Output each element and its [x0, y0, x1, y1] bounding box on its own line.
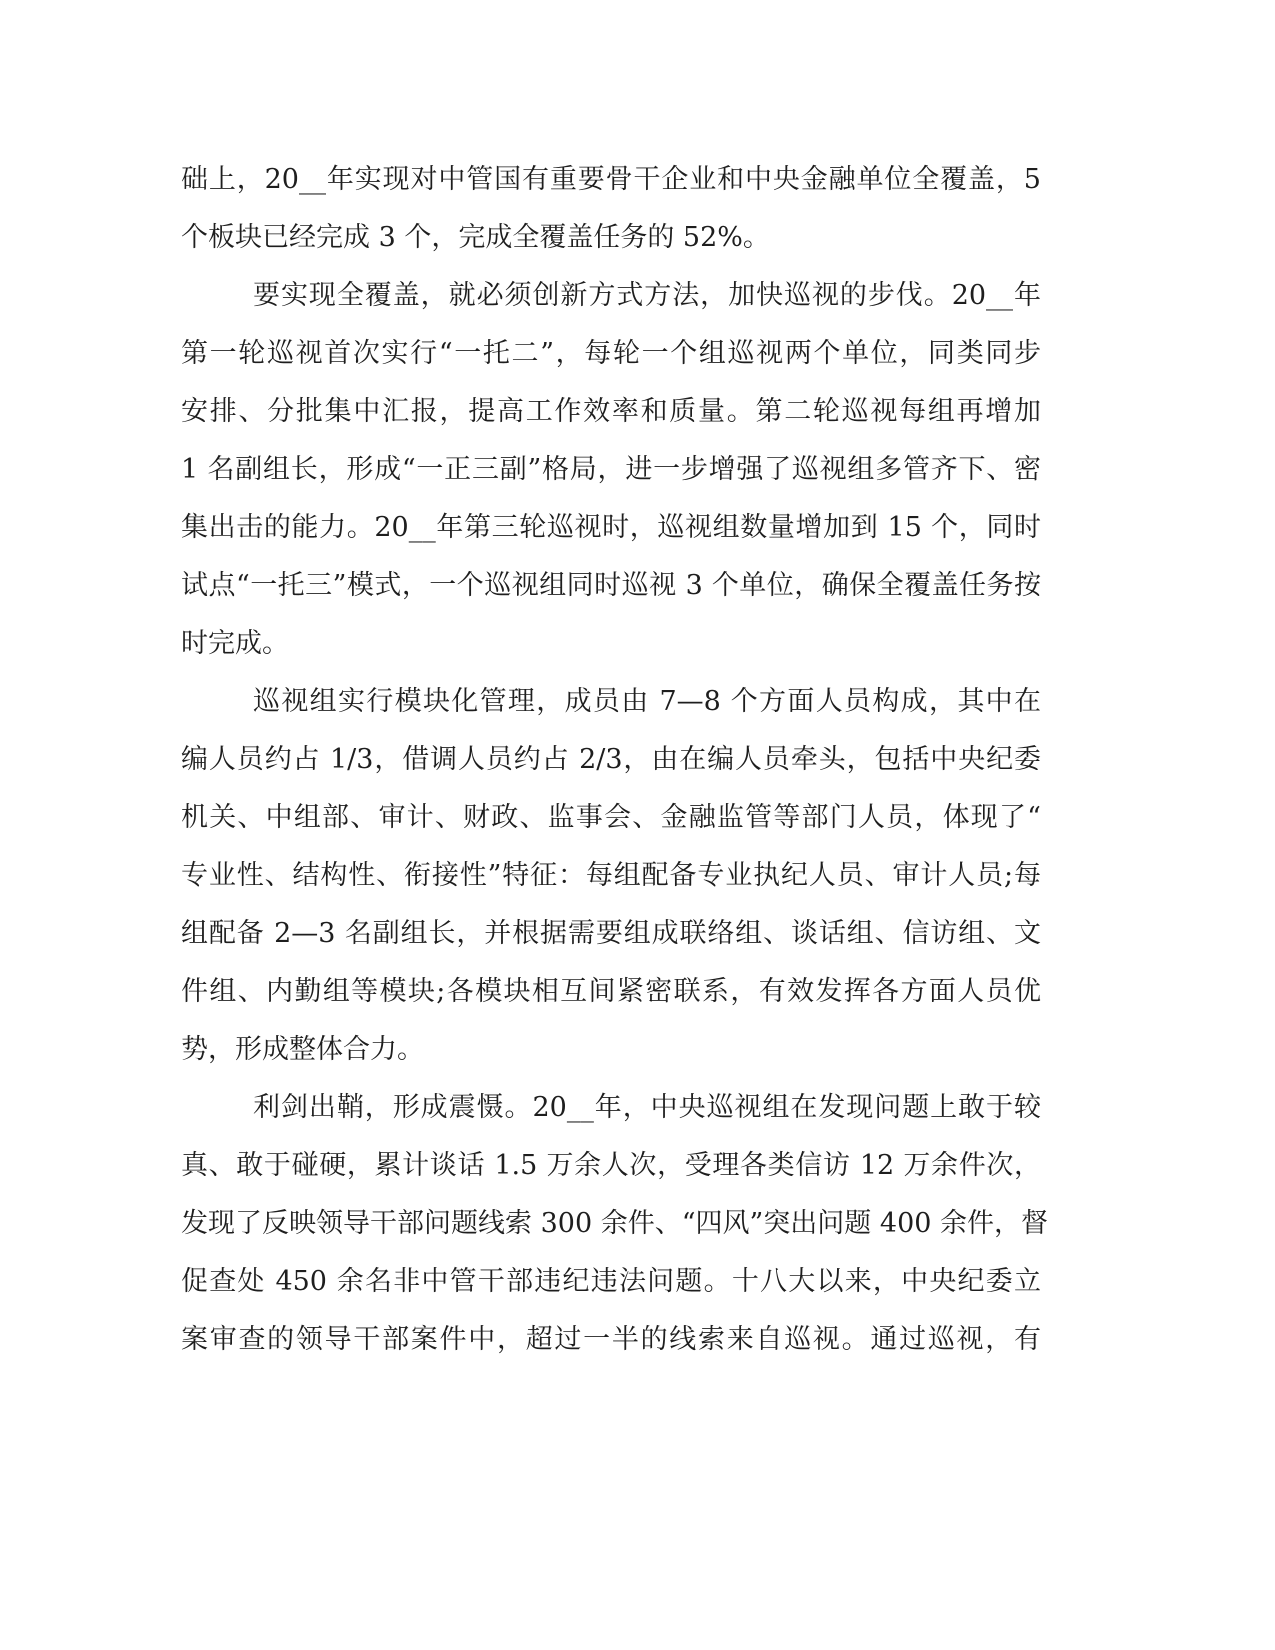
text-line: 势，形成整体合力。	[181, 1034, 424, 1065]
text-line: 件组、内勤组等模块;各模块相互间紧密联系，有效发挥各方面人员优	[181, 976, 1041, 1007]
text-line: 安排、分批集中汇报，提高工作效率和质量。第二轮巡视每组再增加	[181, 396, 1041, 427]
text-line: 机关、中组部、审计、财政、监事会、金融监管等部门人员，体现了“	[181, 802, 1041, 833]
text-line: 发现了反映领导干部问题线索 300 余件、“四风”突出问题 400 余件，督	[181, 1208, 1049, 1239]
text-line: 促查处 450 余名非中管干部违纪违法问题。十八大以来，中央纪委立	[181, 1266, 1041, 1297]
text-line: 巡视组实行模块化管理，成员由 7—8 个方面人员构成，其中在	[253, 686, 1041, 717]
text-line: 第一轮巡视首次实行“一托二”，每轮一个组巡视两个单位，同类同步	[181, 338, 1041, 369]
text-line: 利剑出鞘，形成震慑。20__年，中央巡视组在发现问题上敢于较	[253, 1092, 1041, 1123]
text-line: 个板块已经完成 3 个，完成全覆盖任务的 52%。	[181, 222, 770, 253]
text-line: 编人员约占 1/3，借调人员约占 2/3，由在编人员牵头，包括中央纪委	[181, 744, 1041, 775]
text-line: 1 名副组长，形成“一正三副”格局，进一步增强了巡视组多管齐下、密	[181, 454, 1041, 485]
text-line: 集出击的能力。20__年第三轮巡视时，巡视组数量增加到 15 个，同时	[181, 512, 1041, 543]
text-line: 础上，20__年实现对中管国有重要骨干企业和中央金融单位全覆盖，5	[181, 164, 1041, 195]
text-line: 真、敢于碰硬，累计谈话 1.5 万余人次，受理各类信访 12 万余件次，	[181, 1150, 1041, 1181]
text-line: 时完成。	[181, 628, 289, 659]
text-line: 组配备 2—3 名副组长，并根据需要组成联络组、谈话组、信访组、文	[181, 918, 1041, 949]
text-line: 试点“一托三”模式，一个巡视组同时巡视 3 个单位，确保全覆盖任务按	[181, 570, 1041, 601]
text-line: 案审查的领导干部案件中，超过一半的线索来自巡视。通过巡视，有	[181, 1324, 1041, 1355]
text-line: 要实现全覆盖，就必须创新方式方法，加快巡视的步伐。20__年	[253, 280, 1041, 311]
text-line: 专业性、结构性、衔接性”特征：每组配备专业执纪人员、审计人员;每	[181, 860, 1041, 891]
body-text	[181, 161, 1049, 1379]
